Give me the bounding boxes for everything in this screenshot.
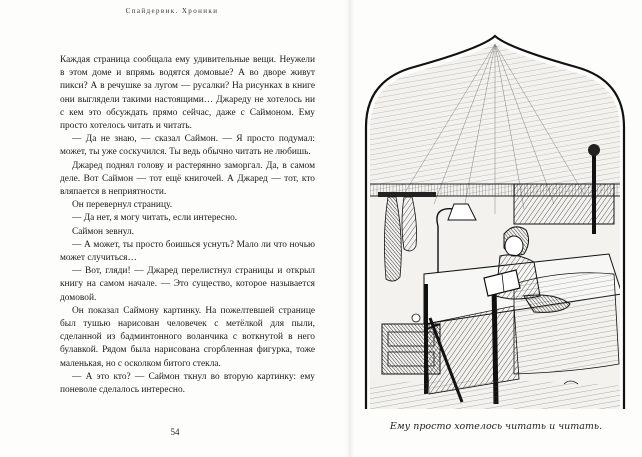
paragraph: Он перевернул страницу. — [72, 200, 173, 211]
illustration-boy-reading-on-bed — [364, 34, 626, 409]
paragraph: Саймон зевнул. — [72, 226, 135, 237]
scene — [364, 34, 626, 409]
page-number: 54 — [170, 427, 180, 437]
right-page — [350, 0, 642, 457]
paragraph: — Да нет, я могу читать, если интересно. — [72, 213, 238, 224]
paragraph: Каждая страница сообщала ему удивительные вещи. Неужели в этом доме и впрямь водятся домовые? А во дворе живут пикси? А в речушке за лугом — русалки? На рисунках в книге они выглядели такими настоящими… Джареду не хотелось ни с кем это обсуждать прямо сейчас, даже с Саймоном. Ему просто хотелось читать и читать. — [60, 55, 315, 132]
paragraph: — А это кто? — Саймон ткнул во вторую картинку: ему поневоле сделалось интересно. — [60, 371, 315, 396]
running-head: Спайдервик. Хроники — [125, 7, 219, 15]
body-text — [60, 54, 315, 397]
illustration-caption: Ему просто хотелось читать и читать. — [389, 421, 603, 432]
paragraph: Джаред поднял голову и растерянно заморгал. Да, в самом деле. Вот Саймон — тот ещё книгочей. А Джаред — тот, кто вляпается в неприятности. — [60, 160, 315, 198]
paragraph: — А может, ты просто боишься уснуть? Мало ли что ночью может случиться… — [60, 239, 315, 264]
paragraph: — Да не знаю, — сказал Саймон. — Я просто подумал: может, ты уже соскучился. Ты ведь обычно читать не любишь. — [60, 134, 315, 158]
paragraph: — Вот, гляди! — Джаред перелистнул страницы и открыл книгу на самом начале. — Это существо, которое называется домовой. — [60, 266, 315, 303]
paragraph: Он показал Саймону картинку. На пожелтевшей странице был тушью нарисован человечек с метёлкой для пыли, сделанной из бадминтонного воланчика с воткнутой в него булавкой. Рядом была нарисована сгорбленная фигурка, тоже маленькая, но с осколком битого стекла. — [60, 305, 315, 369]
